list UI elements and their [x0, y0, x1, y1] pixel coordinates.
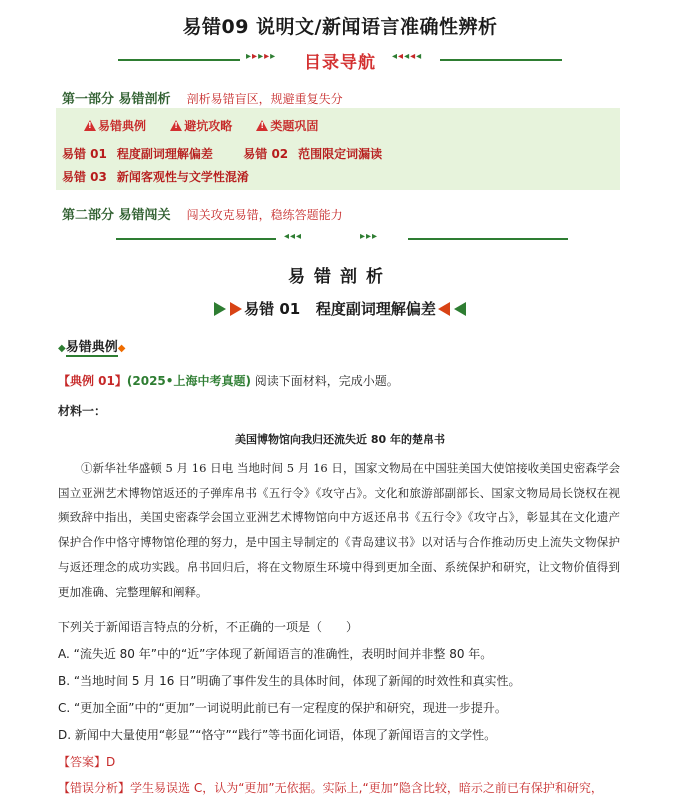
error-01-heading: 易错 01 程度副词理解偏差: [0, 298, 680, 319]
nav-arrows-left-icon: ▸▸▸▸▸: [246, 51, 277, 62]
article-body: ①新华社华盛顿 5 月 16 日电 当地时间 5 月 16 日，国家文物局在中国驻美国大使馆接收美国史密森学会国立亚洲艺术博物馆返还的子弹库帛书《五行令》《攻守占》。文化和旅游部副部长、国家文物局局长饶权在视频致辞中指出，美国史密森学会国立亚洲艺术博物馆向中方返还帛书《五行令》《攻守占》，彰显其在文化遗产保护合作中恪守博物馆伦理的努力，是中国主导制定的《青岛建议书》以对话与合作推动历史上流失文物保护与返还理念的成功实践。帛书回归后，将在文物原生环境中得到更加全面、系统保护和研究，让文物价值得到更加准确、完整理解和阐释。: [58, 461, 620, 599]
question-text: 下列关于新闻语言特点的分析，不正确的一项是（ ）: [58, 620, 359, 634]
section-divider-left: [116, 238, 276, 240]
diamond-icon: ◆: [117, 343, 126, 354]
triangle-left-icon: [454, 302, 466, 316]
toc-box: [56, 108, 620, 190]
option-a[interactable]: A. “流失近 80 年”中的“近”字体现了新闻语言的准确性，表明时间并非整 80 年。: [58, 647, 493, 661]
error-row-2: [62, 168, 249, 185]
part2-desc: 闯关攻克易错，稳练答题能力: [186, 208, 343, 222]
example-header: 【典例 01】(2025•上海中考真题) 阅读下面材料，完成小题。: [58, 374, 399, 388]
section-heading: 易错剖析: [288, 267, 392, 287]
warning-icon: [256, 120, 268, 131]
warning-icon: [84, 120, 96, 131]
section-divider-right: [408, 238, 568, 240]
warning-row: [84, 117, 338, 134]
divider-arrows-left-icon: ◂◂◂: [284, 231, 303, 242]
example-tag: ◆易错典例◆: [58, 340, 126, 355]
option-c[interactable]: C. “更加全面”中的“更加”一词说明此前已有一定程度的保护和研究，现进一步提升。: [58, 701, 507, 715]
triangle-right-icon: [230, 302, 242, 316]
article-title: 美国博物馆向我归还流失近 80 年的楚帛书: [235, 433, 445, 446]
warning-icon: [170, 120, 182, 131]
error-row-1: [62, 145, 382, 162]
divider-arrows-right-icon: ▸▸▸: [360, 231, 379, 242]
option-d[interactable]: D. 新闻中大量使用“彰显”“恪守”“践行”等书面化词语，体现了新闻语言的文学性。: [58, 728, 497, 742]
page-title: 易错09 说明文/新闻语言准确性辨析: [182, 16, 498, 38]
error-item-02[interactable]: 易错 02 范围限定词漏读: [243, 147, 383, 161]
warning-item-examples[interactable]: ! 易错典例: [84, 117, 146, 134]
material-label: 材料一：: [58, 404, 107, 418]
nav-divider-right: [440, 59, 562, 61]
part1-desc: 剖析易错盲区，规避重复失分: [186, 92, 343, 106]
analysis-line: 【错误分析】学生易误选 C，认为“更加”无依据。实际上,“更加”隐含比较，暗示之前已有保护和研究，: [58, 781, 603, 795]
triangle-left-icon: [438, 302, 450, 316]
toc-nav-header: [0, 48, 680, 72]
toc-title: 目录导航: [304, 53, 376, 73]
warning-item-practice[interactable]: ! 类题巩固: [256, 117, 318, 134]
warning-item-tips[interactable]: ! 避坑攻略: [170, 117, 232, 134]
triangle-right-icon: [214, 302, 226, 316]
error-item-01[interactable]: 易错 01 程度副词理解偏差: [62, 147, 213, 161]
part2-row[interactable]: [62, 204, 343, 223]
part2-label: 第二部分 易错闯关: [62, 208, 171, 223]
diamond-icon: ◆: [58, 343, 66, 354]
part1-row[interactable]: [62, 88, 343, 107]
error-item-03[interactable]: 易错 03 新闻客观性与文学性混淆: [62, 170, 249, 184]
part1-label: 第一部分 易错剖析: [62, 92, 171, 107]
answer-line: 【答案】D: [58, 755, 116, 769]
nav-arrows-right-icon: ◂◂◂◂◂: [392, 51, 423, 62]
option-b[interactable]: B. “当地时间 5 月 16 日”明确了事件发生的具体时间，体现了新闻的时效性和真实性。: [58, 674, 521, 688]
